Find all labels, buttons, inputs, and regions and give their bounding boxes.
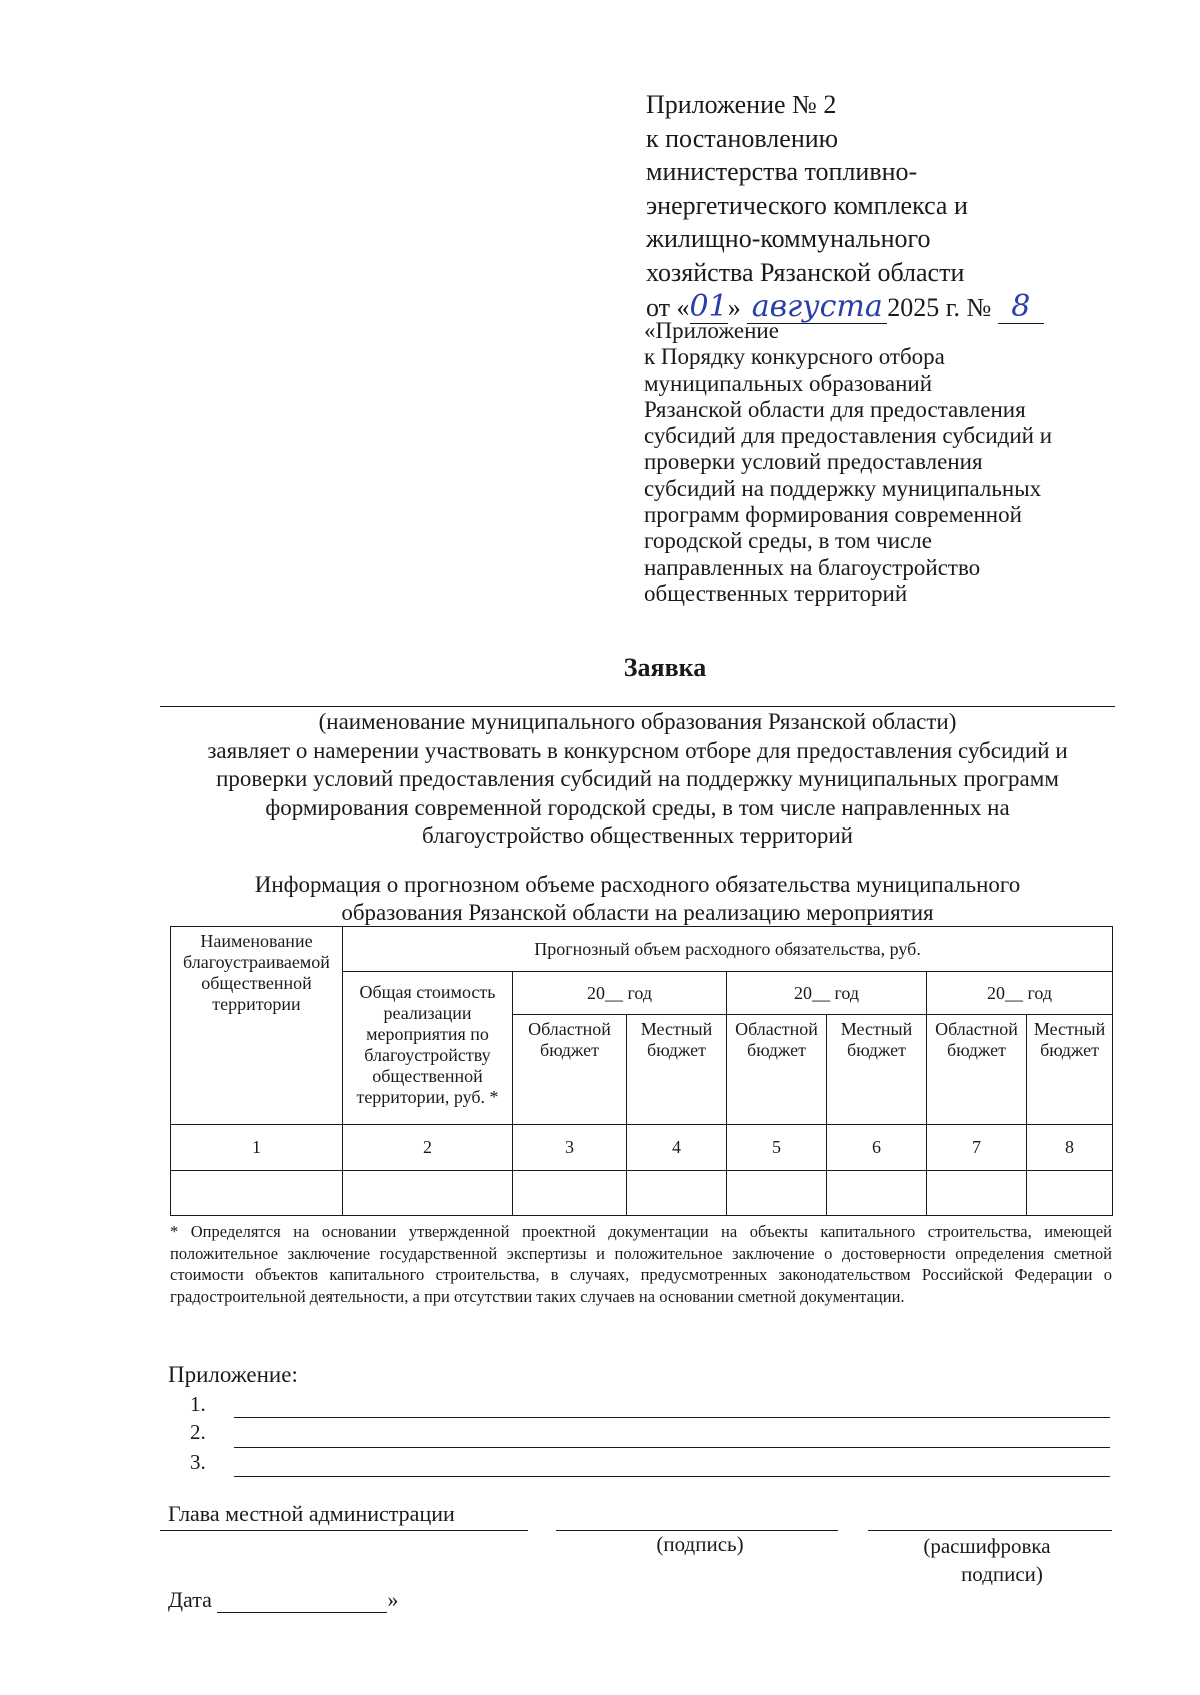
header-line: жилищно-коммунального [646,224,931,254]
header-line: хозяйства Рязанской области [646,257,965,287]
municipality-name-line [160,706,1115,707]
municipality-caption: (наименование муниципального образования Рязанской области) [318,709,957,734]
handwritten-number: 8 [998,290,1044,325]
regional-budget-header: Областной бюджет [727,1015,827,1125]
empty-cell[interactable] [927,1171,1027,1216]
intro-line: благоустройство общественных территорий [421,823,853,848]
column-number: 7 [927,1125,1027,1171]
total-cost-header: Общая стоимость реализации мероприятия по благоустройству общественной территории, руб. * [343,972,513,1125]
column-number: 3 [513,1125,627,1171]
attachments-label: Приложение: [168,1362,298,1387]
attachment-number: 2. [190,1420,206,1444]
empty-cell[interactable] [827,1171,927,1216]
appendix-line: Рязанской области для предоставления [644,396,1026,422]
column-number: 6 [827,1125,927,1171]
header-line: к постановлению [646,123,839,153]
info-heading-line: образования Рязанской области на реализацию мероприятия [341,900,934,925]
appendix-line: субсидий на поддержку муниципальных [644,475,1042,501]
year-header: 20__ год [927,972,1113,1015]
date-quote: » [727,292,741,322]
column-number: 8 [1027,1125,1113,1171]
column-number: 5 [727,1125,827,1171]
column-number: 4 [627,1125,727,1171]
head-of-administration: Глава местной администрации [168,1501,455,1526]
obligation-table [170,926,1113,1216]
appendix-line: общественных территорий [644,580,908,606]
appendix-line: субсидий для предоставления субсидий и [644,423,1053,449]
position-line [160,1530,528,1531]
empty-cell[interactable] [513,1171,627,1216]
appendix-line: программ формирования современной [644,502,1022,528]
year-header: 20__ год [513,972,727,1015]
page-title: Заявка [623,653,707,682]
header-line: энергетического комплекса и [646,190,968,220]
year-header: 20__ год [727,972,927,1015]
local-budget-header: Местный бюджет [1027,1015,1113,1125]
date-suffix: » [387,1587,399,1612]
info-heading-line: Информация о прогнозном объеме расходного обязательства муниципального [254,872,1021,897]
footnote: * Определятся на основании утвержденной проектной документации на объекты капитального строительства, имеющей положительное заключение государственной экспертизы и положительное заключение о достоверности определения сметной стоимости объектов капитального строительства, в случаях, предусмотренных законодательством Российской Федерации о градостроительной деятельности, а при отсутствии таких случаев на основании сметной документации. [170,1222,1112,1306]
local-budget-header: Местный бюджет [627,1015,727,1125]
appendix-line: проверки условий предоставления [644,449,983,475]
date-year: 2025 г. № [887,292,992,322]
empty-cell[interactable] [171,1171,343,1216]
info-heading [160,871,1115,927]
appendix-line: к Порядку конкурсного отбора [644,344,945,370]
appendix-reference [644,318,1144,607]
handwritten-month: августа [747,290,887,325]
date-label: Дата [168,1587,212,1612]
empty-cell[interactable] [727,1171,827,1216]
appendix-line: «Приложение [644,318,779,343]
date-field [168,1587,398,1613]
date-input-line[interactable] [217,1590,387,1613]
handwritten-day: 01 [689,288,728,324]
intro-text [160,708,1115,851]
intro-line: заявляет о намерении участвовать в конкурсном отборе для предоставления субсидий и [207,737,1068,763]
empty-cell[interactable] [627,1171,727,1216]
column-number: 2 [343,1125,513,1171]
local-budget-header: Местный бюджет [827,1015,927,1125]
regional-budget-header: Областной бюджет [927,1015,1027,1125]
signature-line[interactable] [556,1530,838,1531]
appendix-header [646,88,1146,324]
territory-name-header: Наименование благоустраиваемой общественной территории [171,927,343,1125]
header-line: Приложение № 2 [646,90,837,119]
signature-decode-caption [872,1532,1102,1588]
attachment-number: 3. [190,1450,206,1474]
appendix-line: городской среды, в том числе [644,528,932,554]
forecast-volume-header: Прогнозный объем расходного обязательства, руб. [343,927,1113,972]
appendix-line: муниципальных образований [644,370,933,396]
attachment-line[interactable] [234,1417,1110,1418]
empty-cell[interactable] [1027,1171,1113,1216]
empty-cell[interactable] [343,1171,513,1216]
decode-caption-line: подписи) [961,1562,1043,1586]
date-prefix: от « [646,292,690,322]
column-number: 1 [171,1125,343,1171]
appendix-line: направленных на благоустройство [644,554,981,580]
attachment-line[interactable] [234,1476,1110,1477]
regional-budget-header: Областной бюджет [513,1015,627,1125]
intro-line: проверки условий предоставления субсидий на поддержку муниципальных программ [216,766,1059,791]
attachment-line[interactable] [234,1447,1110,1448]
decode-caption-line: (расшифровка [923,1534,1051,1558]
header-line: министерства топливно- [646,157,918,187]
signature-caption: (подпись) [656,1532,744,1556]
attachment-number: 1. [190,1392,206,1416]
signature-decode-line[interactable] [868,1530,1112,1531]
intro-line: формирования современной городской среды, в том числе направленных на [265,794,1010,820]
